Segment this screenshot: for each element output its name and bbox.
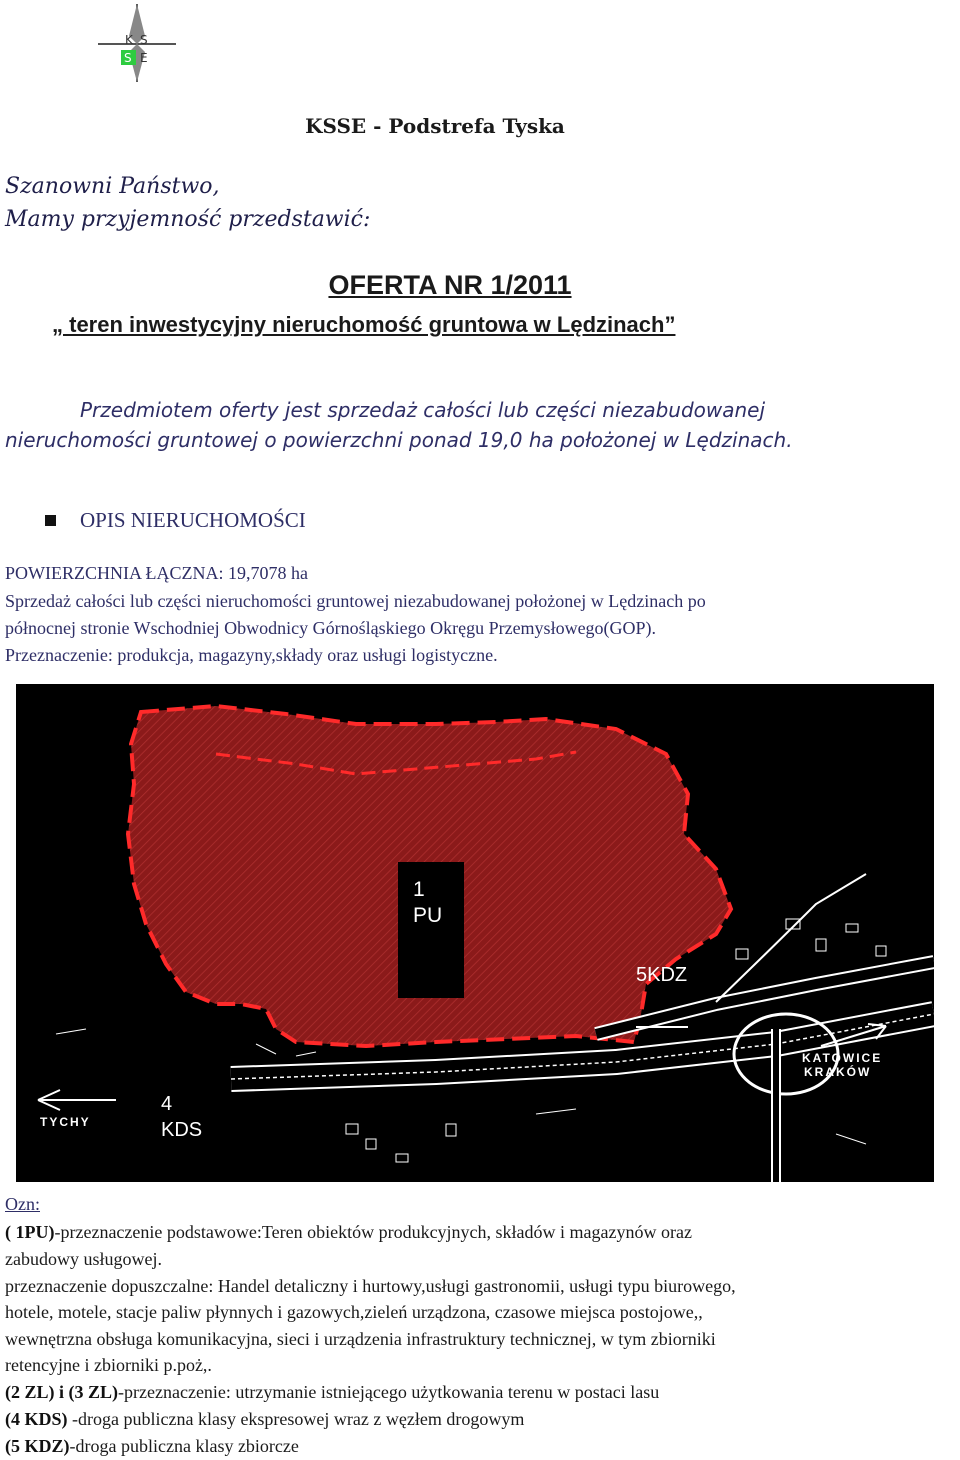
label-4kds-number: 4 — [161, 1093, 173, 1115]
label-krakow: KRAKÓW — [804, 1065, 872, 1079]
ksse-logo — [96, 2, 178, 84]
legend-1pu — [5, 1222, 692, 1243]
legend-1pu-code: ( 1PU) — [5, 1222, 55, 1242]
label-4kds-code: KDS — [161, 1119, 203, 1141]
label-1pu-code: PU — [413, 904, 443, 927]
site-map — [16, 684, 934, 1182]
legend-kds-code: (4 KDS) — [5, 1409, 68, 1429]
offer-subtitle: „ teren inwestycyjny nieruchomość gruntowa w Lędzinach” — [52, 312, 676, 337]
description-line-1: Sprzedaż całości lub części nieruchomości gruntowej niezabudowanej położonej w Lędzinach po — [5, 591, 706, 611]
header-title — [0, 114, 960, 138]
offer-subject-line-2: nieruchomości gruntowej o powierzchni ponad 19,0 ha położonej w Lędzinach. — [5, 428, 793, 452]
legend-zl-code: (2 ZL) i (3 ZL) — [5, 1382, 119, 1402]
legend-kds — [5, 1409, 524, 1430]
greeting-line-2: Mamy przyjemność przedstawić: — [5, 207, 371, 232]
label-1pu-number: 1 — [413, 878, 425, 901]
logo-letter: K — [125, 33, 133, 47]
legend-kdz-text: -droga publiczna klasy zbiorcze — [69, 1436, 299, 1456]
logo-letter: S — [124, 51, 132, 65]
label-1pu-box — [398, 862, 464, 998]
legend-allowed-1: przeznaczenie dopuszczalne: Handel detaliczny i hurtowy,usługi gastronomii, usługi typu biurowego, — [5, 1276, 736, 1296]
legend-kdz — [5, 1436, 299, 1457]
legend-1pu-cont: zabudowy usługowej. — [5, 1249, 162, 1269]
legend-kds-text: -droga publiczna klasy ekspresowej wraz z węzłem drogowym — [67, 1409, 525, 1429]
offer-subject-line-1: Przedmiotem oferty jest sprzedaż całości lub części niezabudowanej — [80, 398, 766, 422]
legend-kdz-code: (5 KDZ) — [5, 1436, 70, 1456]
legend-allowed-2: hotele, motele, stacje paliw płynnych i gazowych,zieleń urządzona, czasowe miejsca postojowe,, — [5, 1302, 703, 1322]
section-heading-text: OPIS NIERUCHOMOŚCI — [80, 508, 306, 532]
legend-allowed-4: retencyjne i zbiorniki p.poż,. — [5, 1355, 212, 1375]
label-5kdz: 5KDZ — [636, 964, 688, 986]
label-tychy: TYCHY — [40, 1115, 91, 1129]
offer-title: OFERTA NR 1/2011 — [328, 270, 572, 300]
logo-letter: E — [140, 51, 148, 65]
square-bullet-icon — [45, 515, 56, 526]
purpose-line: Przeznaczenie: produkcja, magazyny,składy oraz usługi logistyczne. — [5, 645, 498, 665]
legend-1pu-text: -przeznaczenie podstawowe:Teren obiektów produkcyjnych, składów i magazynów oraz — [54, 1222, 692, 1242]
legend-allowed-3: wewnętrzna obsługa komunikacyjna, sieci i urządzenia infrastruktury technicznej, w tym zbiorniki — [5, 1329, 716, 1349]
header-title-text: KSSE - Podstrefa Tyska — [305, 114, 565, 138]
greeting-line-1: Szanowni Państwo, — [5, 174, 220, 199]
legend-zl — [5, 1382, 659, 1403]
legend-zl-text: -przeznaczenie: utrzymanie istniejącego użytkowania terenu w postaci lasu — [118, 1382, 660, 1402]
label-katowice: KATOWICE — [802, 1051, 883, 1065]
legend-heading: Ozn: — [5, 1194, 40, 1214]
section-heading — [45, 508, 306, 533]
logo-letter: S — [140, 33, 148, 47]
total-area: POWIERZCHNIA ŁĄCZNA: 19,7078 ha — [5, 563, 308, 583]
description-line-2: północnej stronie Wschodniej Obwodnicy Górnośląskiego Okręgu Przemysłowego(GOP). — [5, 618, 657, 638]
